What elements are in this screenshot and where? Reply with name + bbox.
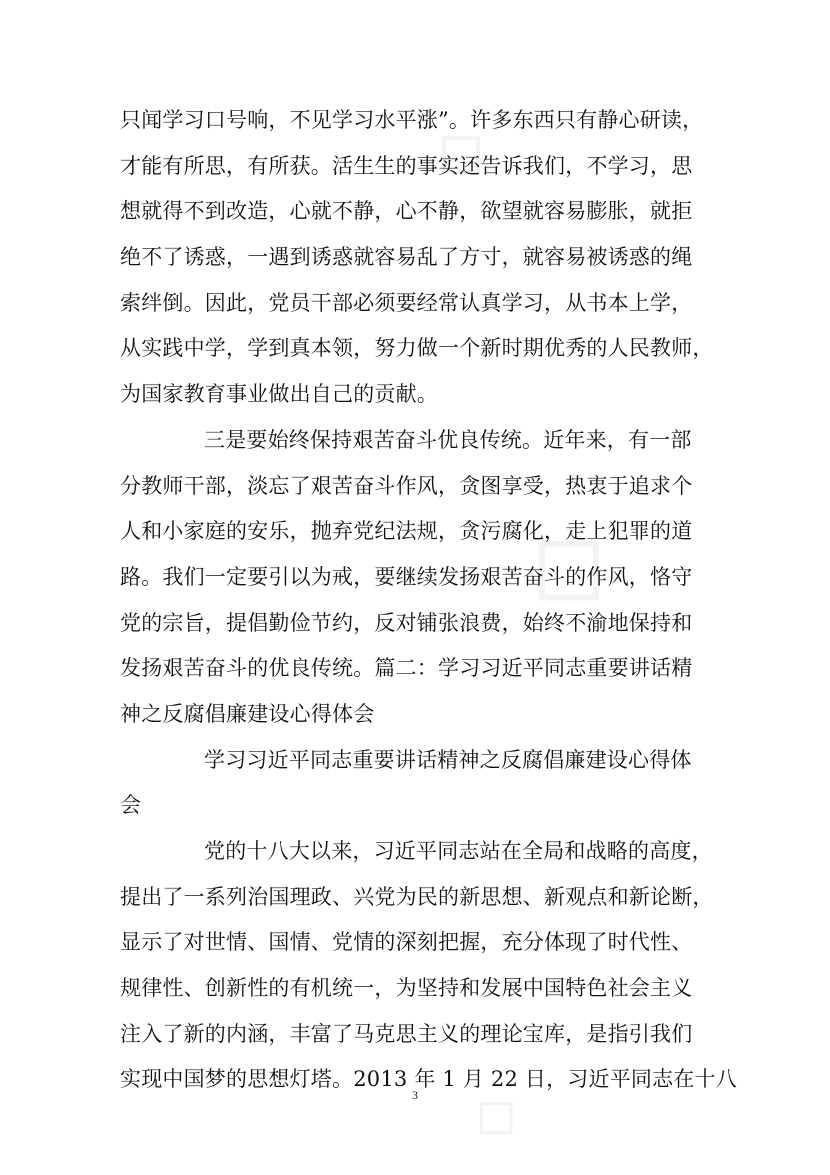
text-line: 提出了一系列治国理政、兴党为民的新思想、新观点和新论断， xyxy=(120,884,714,909)
text-line: 只闻学习口号响，不见学习水平涨”。许多东西只有静心研读， xyxy=(120,108,704,132)
text-line: 显示了对世情、国情、党情的深刻把握，充分体现了时代性、 xyxy=(120,930,693,955)
text-line: 为国家教育事业做出自己的贡献。 xyxy=(120,382,438,407)
watermark-mark: ◇ xyxy=(408,102,505,200)
text-line: 才能有所思，有所获。活生生的事实还告诉我们，不学习，思 xyxy=(120,153,693,178)
text-line: 索绊倒。因此，党员干部必须要经常认真学习，从书本上学， xyxy=(120,290,693,315)
text-line: 规律性、创新性的有机统一，为坚持和发展中国特色社会主义 xyxy=(120,976,693,1001)
text-line: 分教师干部，淡忘了艰苦奋斗作风，贪图享受，热衷于追求个 xyxy=(120,473,693,498)
watermark-mark: ◇ xyxy=(452,1073,535,1157)
text-line: 路。我们一定要引以为戒，要继续发扬艰苦奋斗的作风，恪守 xyxy=(120,564,693,589)
page-number: 3 xyxy=(412,1088,418,1102)
section-title-line: 会 xyxy=(120,793,142,818)
watermark-mark: ◇ xyxy=(487,488,638,640)
text-line: 绝不了诱惑，一遇到诱惑就容易乱了方寸，就容易被诱惑的绳 xyxy=(120,245,693,270)
text-line: 从实践中学，学到真本领，努力做一个新时期优秀的人民教师， xyxy=(120,336,714,361)
text-line: 想就得不到改造，心就不静，心不静，欲望就容易膨胀，就拒 xyxy=(120,199,693,224)
text-line: 实现中国梦的思想灯塔。2013 年 1 月 22 日，习近平同志在十八 xyxy=(120,1067,737,1092)
paragraph-start-line: 三是要始终保持艰苦奋斗优良传统。近年来，有一部 xyxy=(204,427,692,452)
section-title-line: 学习习近平同志重要讲话精神之反腐倡廉建设心得体 xyxy=(204,747,692,772)
text-line: 注入了新的内涵，丰富了马克思主义的理论宝库，是指引我们 xyxy=(120,1021,693,1046)
text-line: 神之反腐倡廉建设心得体会 xyxy=(120,701,375,726)
paragraph-start-line: 党的十八大以来，习近平同志站在全局和战略的高度， xyxy=(204,839,713,863)
text-line: 人和小家庭的安乐，抛弃党纪法规，贪污腐化，走上犯罪的道 xyxy=(120,519,693,544)
text-line: 党的宗旨，提倡勤俭节约，反对铺张浪费，始终不渝地保持和 xyxy=(120,610,693,635)
body-text xyxy=(120,98,737,1103)
text-line: 发扬艰苦奋斗的优良传统。篇二：学习习近平同志重要讲话精 xyxy=(120,656,693,681)
